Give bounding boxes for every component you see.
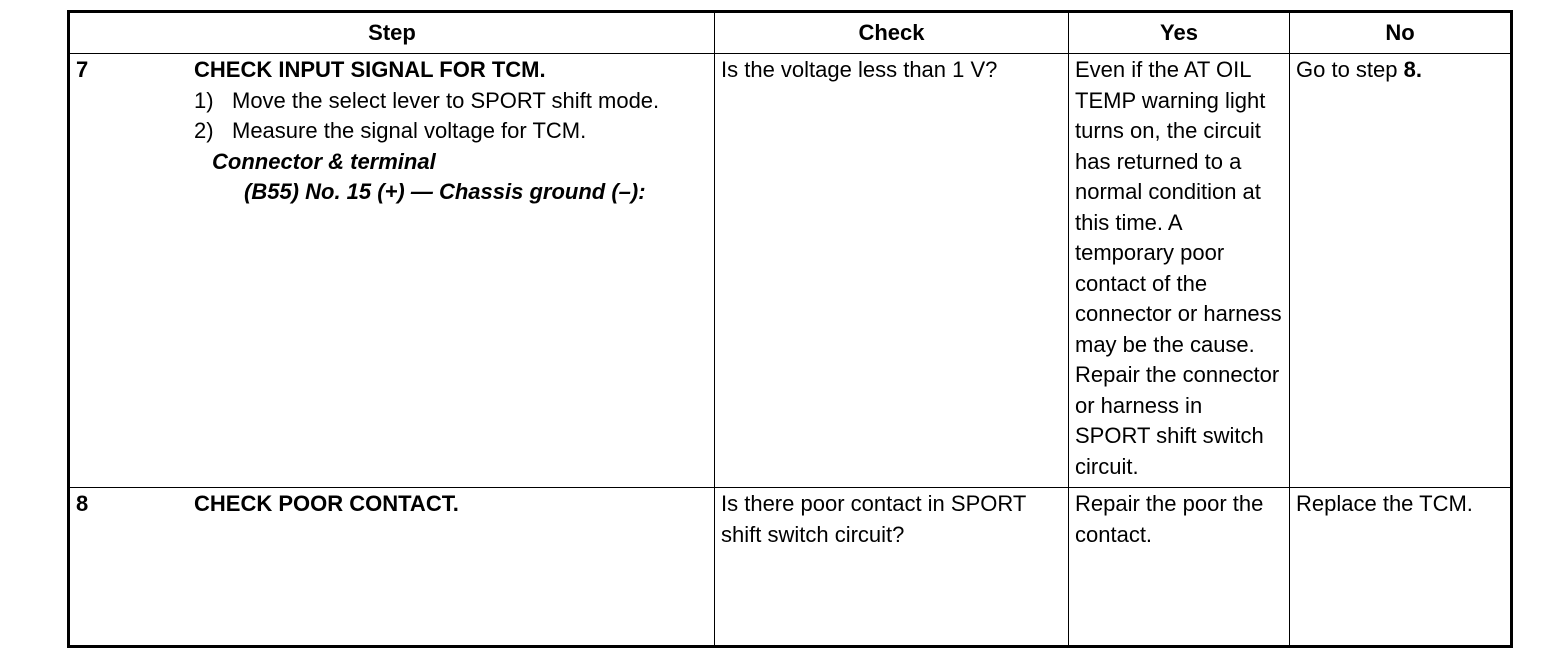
header-yes: Yes xyxy=(1069,12,1290,54)
step-cell xyxy=(69,54,715,488)
diagnostic-table xyxy=(67,10,1513,648)
connector-terminal: (B55) No. 15 (+) — Chassis ground (–): xyxy=(244,179,646,204)
header-check: Check xyxy=(715,12,1069,54)
table-row xyxy=(69,54,1512,488)
substep-text: Measure the signal voltage for TCM. xyxy=(232,118,587,143)
step-title: CHECK INPUT SIGNAL FOR TCM. xyxy=(194,57,546,82)
table-row xyxy=(69,488,1512,647)
yes-cell: Repair the poor the contact. xyxy=(1069,488,1290,647)
connector-label: Connector & terminal xyxy=(212,148,436,174)
header-no: No xyxy=(1290,12,1512,54)
substep-number: 2) xyxy=(194,118,214,143)
header-step: Step xyxy=(69,12,715,54)
no-prefix: Go to step xyxy=(1296,57,1404,82)
check-cell: Is the voltage less than 1 V? xyxy=(715,54,1069,488)
step-number: 7 xyxy=(76,57,89,82)
substep-text: Move the select lever to SPORT shift mode. xyxy=(232,87,660,113)
step-title: CHECK POOR CONTACT. xyxy=(194,491,459,516)
no-cell: Replace the TCM. xyxy=(1290,488,1512,647)
step-number: 8 xyxy=(76,491,89,516)
no-step-ref: 8. xyxy=(1403,57,1422,82)
header-row xyxy=(69,12,1512,54)
step-body xyxy=(194,488,714,520)
substep xyxy=(194,116,714,147)
substep xyxy=(194,86,714,117)
step-cell xyxy=(69,488,715,647)
check-cell: Is there poor contact in SPORT shift switch circuit? xyxy=(715,488,1069,647)
yes-cell: Even if the AT OIL TEMP warning light turns on, the circuit has returned to a normal condition at this time. A temporary poor contact of the connector or harness may be the cause. Repair the connector or harness in SPORT shift switch circuit. xyxy=(1069,54,1290,488)
no-cell xyxy=(1290,54,1512,488)
substep-number: 1) xyxy=(194,87,214,113)
step-body xyxy=(194,54,714,208)
